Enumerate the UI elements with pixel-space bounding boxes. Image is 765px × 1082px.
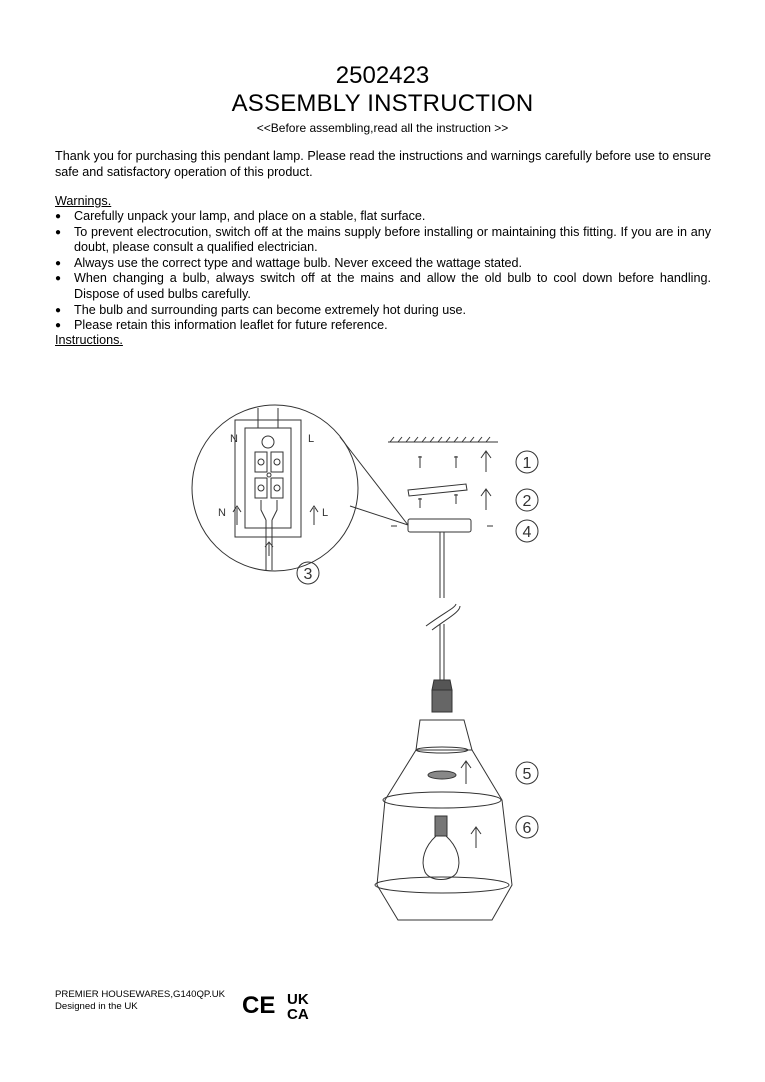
terminal-block-detail — [192, 405, 408, 571]
pendant-cable — [426, 532, 460, 680]
footer-text — [55, 989, 225, 1012]
warning-item: ● Always use the correct type and wattage bulb. Never exceed the wattage stated. — [55, 255, 523, 270]
warning-item: ● Carefully unpack your lamp, and place on a stable, flat surface. — [55, 209, 426, 223]
warning-item: ● When changing a bulb, always switch off at the mains and allow the old bulb to cool down before handling. Dispose of used bulbs carefully. — [55, 271, 711, 301]
warning-item: ● To prevent electrocution, switch off at the mains supply before installing or maintaining this fitting. If you are in any doubt, please consult a qualified electrician. — [55, 224, 711, 255]
live-label: L — [308, 433, 315, 445]
step-1: 1 — [522, 455, 532, 472]
neutral-label: N — [230, 433, 238, 445]
step-6: 6 — [522, 820, 532, 837]
step-numbers — [297, 451, 538, 838]
bullet-icon: ● — [55, 273, 62, 285]
ce-mark-icon: CE — [242, 992, 276, 1019]
bullet-icon: ● — [55, 257, 62, 269]
ukca-mark-bottom: CA — [287, 1006, 309, 1021]
mounting-bracket — [391, 451, 493, 526]
neutral-arrow-label: N — [218, 507, 226, 519]
step-4: 4 — [522, 524, 532, 541]
bulb — [423, 816, 481, 880]
step-2: 2 — [522, 493, 532, 510]
page-subtitle: <<Before assembling,read all the instruction >> — [256, 121, 509, 135]
warnings-heading: Warnings. — [55, 194, 112, 208]
assembly-diagram — [180, 380, 580, 950]
step-3: 3 — [303, 566, 313, 583]
canopy — [408, 519, 471, 532]
designed-in: Designed in the UK — [55, 1000, 138, 1012]
bullet-icon: ● — [55, 304, 62, 316]
company-address: PREMIER HOUSEWARES,G140QP.UK — [55, 989, 226, 1000]
lamp-holder — [432, 680, 452, 712]
warnings-list — [55, 209, 711, 334]
warning-item: ● The bulb and surrounding parts can become extremely hot during use. — [55, 302, 467, 317]
intro-paragraph: Thank you for purchasing this pendant lamp. Please read the instructions and warnings carefully before use to ensure safe and satisfactory operation of this product. — [55, 149, 711, 179]
instructions-heading: Instructions. — [55, 333, 123, 347]
product-code: 2502423 — [335, 62, 430, 89]
ceiling — [388, 437, 498, 442]
bullet-icon: ● — [55, 320, 62, 332]
step-5: 5 — [522, 766, 532, 783]
page-title: ASSEMBLY INSTRUCTION — [231, 90, 534, 117]
warning-item: ● Please retain this information leaflet for future reference. — [55, 318, 388, 333]
conformity-marks — [241, 989, 326, 1021]
ukca-mark-top: UK — [287, 991, 309, 1008]
live-arrow-label: L — [322, 507, 329, 519]
bullet-icon: ● — [55, 211, 62, 222]
bullet-icon: ● — [55, 226, 62, 238]
